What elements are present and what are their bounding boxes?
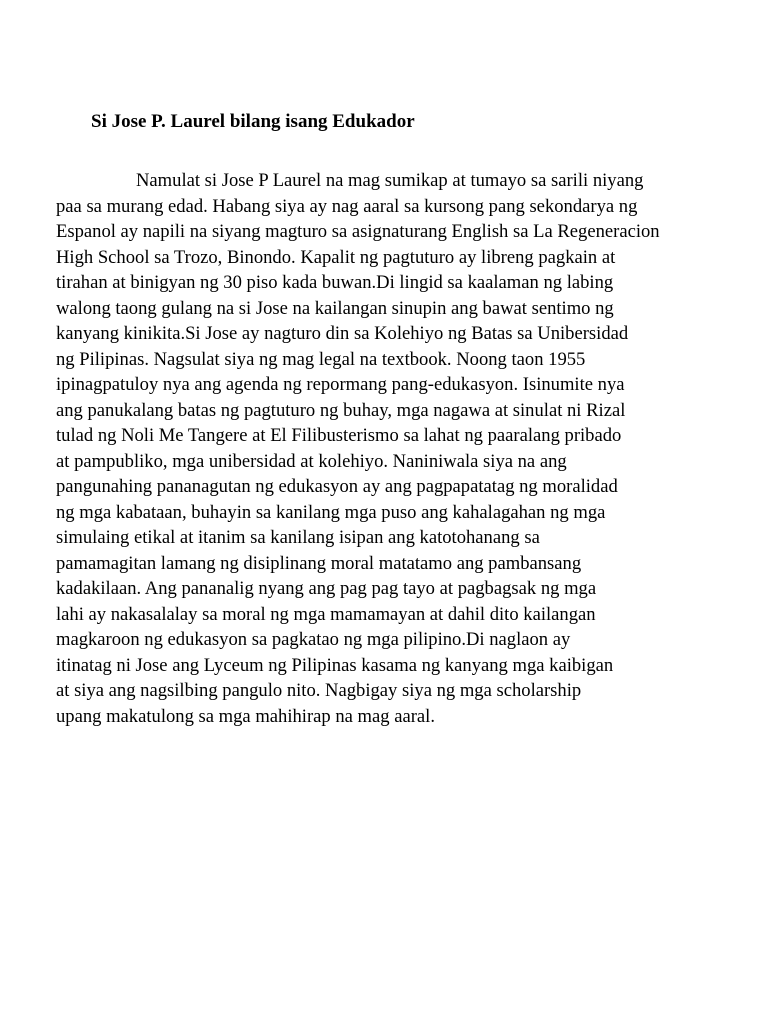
body-line: itinatag ni Jose ang Lyceum ng Pilipinas kasama ng kanyang mga kaibigan — [56, 654, 614, 676]
document-title: Si Jose P. Laurel bilang isang Edukador — [91, 111, 415, 132]
document-body — [56, 168, 716, 729]
body-line: tirahan at binigyan ng 30 piso kada buwan.Di lingid sa kaalaman ng labing — [56, 272, 614, 293]
body-line: at siya ang nagsilbing pangulo nito. Nagbigay siya ng mga scholarship — [56, 680, 582, 701]
body-line: pamamagitan lamang ng disiplinang moral matatamo ang pambansang — [56, 552, 582, 574]
body-line: ang panukalang batas ng pagtuturo ng buhay, mga nagawa at sinulat ni Rizal — [56, 399, 626, 421]
body-line: magkaroon ng edukasyon sa pagkatao ng mga pilipino.Di naglaon ay — [56, 629, 571, 650]
body-line: kanyang kinikita.Si Jose ay nagturo din sa Kolehiyo ng Batas sa Unibersidad — [56, 323, 629, 344]
body-line: ng mga kabataan, buhayin sa kanilang mga puso ang kahalagahan ng mga — [56, 501, 606, 523]
body-line: tulad ng Noli Me Tangere at El Filibusterismo sa lahat ng paaralang pribado — [56, 425, 622, 446]
body-line: lahi ay nakasalalay sa moral ng mga mamamayan at dahil dito kailangan — [56, 603, 596, 625]
body-line: at pampubliko, mga unibersidad at kolehiyo. Naniniwala siya na ang — [56, 450, 567, 472]
body-line: kadakilaan. Ang pananalig nyang ang pag pag tayo at pagbagsak ng mga — [56, 578, 597, 599]
body-line: Namulat si Jose P Laurel na mag sumikap at tumayo sa sarili niyang — [136, 170, 644, 191]
body-line: High School sa Trozo, Binondo. Kapalit ng pagtuturo ay libreng pagkain at — [56, 246, 616, 268]
body-line: paa sa murang edad. Habang siya ay nag aaral sa kursong pang sekondarya ng — [56, 195, 638, 217]
body-line: simulaing etikal at itanim sa kanilang isipan ang katotohanang sa — [56, 527, 540, 548]
body-line: Espanol ay napili na siyang magturo sa asignaturang English sa La Regeneracion — [56, 221, 660, 242]
body-line: ng Pilipinas. Nagsulat siya ng mag legal na textbook. Noong taon 1955 — [56, 348, 586, 370]
body-line: pangunahing pananagutan ng edukasyon ay ang pagpapatatag ng moralidad — [56, 476, 618, 497]
body-line: upang makatulong sa mga mahihirap na mag aaral. — [56, 705, 435, 727]
body-line: walong taong gulang na si Jose na kailangan sinupin ang bawat sentimo ng — [56, 297, 614, 319]
body-line: ipinagpatuloy nya ang agenda ng repormang pang-edukasyon. Isinumite nya — [56, 374, 625, 395]
